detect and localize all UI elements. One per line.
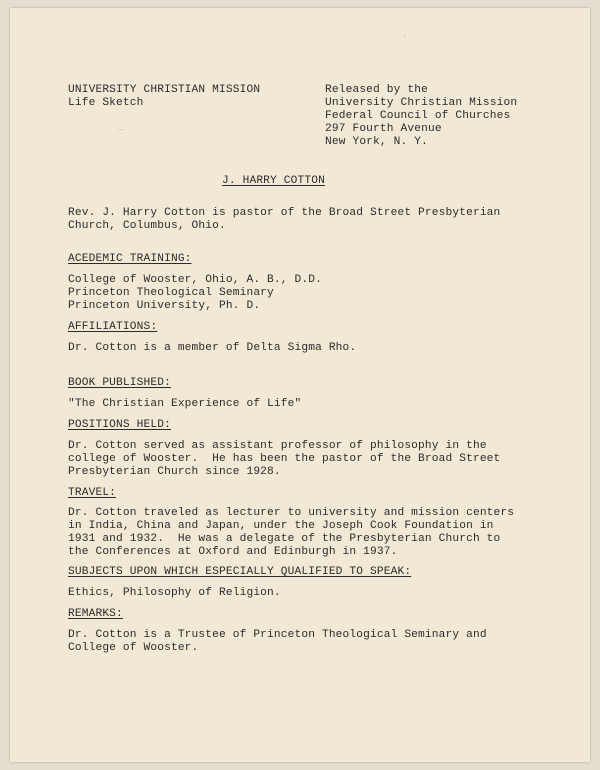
intro-line: Church, Columbus, Ohio. (68, 220, 226, 232)
release-line: 297 Fourth Avenue (325, 123, 442, 135)
subjects-line: Ethics, Philosophy of Religion. (68, 587, 281, 599)
release-line: Released by the (325, 84, 428, 96)
travel-line: Dr. Cotton traveled as lecturer to university and mission centers (68, 507, 515, 519)
section-heading-affiliations: AFFILIATIONS: (68, 321, 158, 333)
paper-blemish: ◦ (402, 32, 409, 43)
header-org: UNIVERSITY CHRISTIAN MISSION (68, 84, 261, 96)
section-heading-subjects: SUBJECTS UPON WHICH ESPECIALLY QUALIFIED TO SPEAK: (68, 566, 412, 578)
section-heading-travel: TRAVEL: (68, 487, 117, 499)
section-heading-positions: POSITIONS HELD: (68, 419, 171, 431)
remarks-line: Dr. Cotton is a Trustee of Princeton Theological Seminary and (68, 629, 487, 641)
positions-line: Presbyterian Church since 1928. (68, 466, 281, 478)
remarks-line: College of Wooster. (68, 642, 199, 654)
positions-line: college of Wooster. He has been the pastor of the Broad Street (68, 453, 501, 465)
section-heading-academic: ACEDEMIC TRAINING: (68, 253, 192, 265)
release-line: New York, N. Y. (325, 136, 428, 148)
travel-line: in India, China and Japan, under the Joseph Cook Foundation in (68, 520, 494, 532)
header-doc-type: Life Sketch (68, 97, 144, 109)
section-heading-remarks: REMARKS: (68, 608, 123, 620)
travel-line: the Conferences at Oxford and Edinburgh in 1937. (68, 546, 398, 558)
travel-line: 1931 and 1932. He was a delegate of the Presbyterian Church to (68, 533, 501, 545)
affiliations-line: Dr. Cotton is a member of Delta Sigma Rho. (68, 342, 357, 354)
section-heading-book: BOOK PUBLISHED: (68, 377, 171, 389)
academic-line: College of Wooster, Ohio, A. B., D.D. (68, 274, 322, 286)
release-line: University Christian Mission (325, 97, 518, 109)
page-title: J. HARRY COTTON (222, 175, 325, 187)
intro-line: Rev. J. Harry Cotton is pastor of the Broad Street Presbyterian (68, 207, 501, 219)
academic-line: Princeton Theological Seminary (68, 287, 274, 299)
release-line: Federal Council of Churches (325, 110, 511, 122)
positions-line: Dr. Cotton served as assistant professor of philosophy in the (68, 440, 487, 452)
pencil-mark: ~ (118, 126, 125, 137)
book-line: "The Christian Experience of Life" (68, 398, 302, 410)
academic-line: Princeton University, Ph. D. (68, 300, 261, 312)
